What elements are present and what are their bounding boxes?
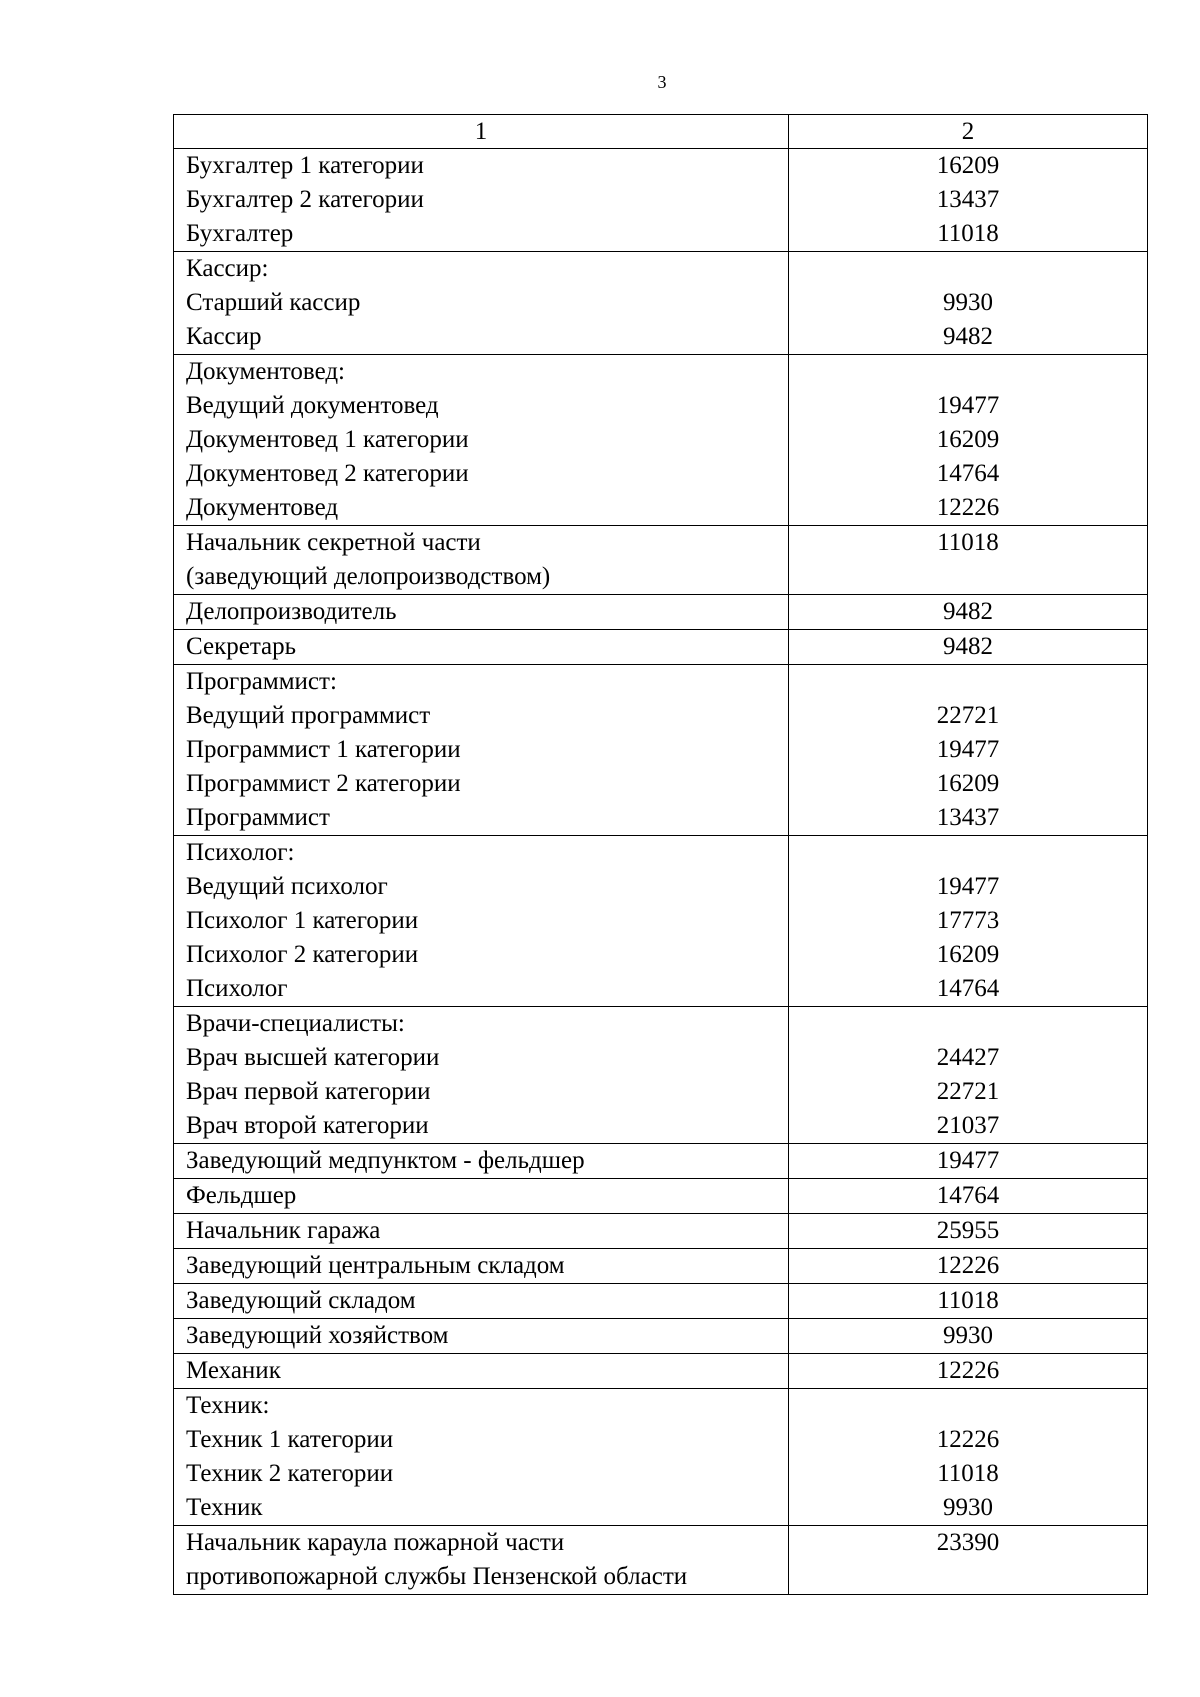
position-label: Психолог:	[186, 839, 295, 866]
table-row	[174, 1389, 1148, 1526]
salary-value: 19477	[936, 736, 1000, 763]
salary-value	[789, 665, 1147, 699]
table-row	[174, 595, 1148, 630]
salary-cell	[789, 355, 1148, 526]
position-cell	[174, 595, 789, 630]
salary-cell	[789, 1144, 1148, 1179]
position-label: Ведущий психолог	[186, 873, 388, 900]
salary-cell	[789, 252, 1148, 355]
salary-value: 12226	[936, 1252, 1000, 1279]
salary-value: 9930	[943, 1322, 993, 1349]
position-label: Документовед	[186, 494, 339, 521]
table-row	[174, 252, 1148, 355]
salary-cell	[789, 1284, 1148, 1319]
table-row	[174, 1144, 1148, 1179]
salary-value: 13437	[936, 186, 1000, 213]
position-label: Программист	[186, 804, 330, 831]
salary-value: 16209	[936, 152, 1000, 179]
salary-value: 23390	[936, 1529, 1000, 1556]
salary-value: 9482	[943, 633, 993, 660]
table-row	[174, 1007, 1148, 1144]
salary-value: 11018	[937, 220, 999, 247]
position-cell	[174, 1144, 789, 1179]
salary-value	[789, 252, 1147, 286]
salary-value: 11018	[937, 1460, 999, 1487]
salary-value: 14764	[936, 975, 1000, 1002]
salary-cell	[789, 1354, 1148, 1389]
salary-value: 21037	[936, 1112, 1000, 1139]
table-row	[174, 1354, 1148, 1389]
salary-value: 12226	[936, 1426, 1000, 1453]
salary-value: 24427	[936, 1044, 1000, 1071]
position-cell	[174, 1249, 789, 1284]
position-cell	[174, 1354, 789, 1389]
salary-value	[789, 836, 1147, 870]
table-header-row	[174, 115, 1148, 149]
table-row	[174, 836, 1148, 1007]
position-label: Программист 1 категории	[186, 736, 461, 763]
position-label: Ведущий программист	[186, 702, 431, 729]
position-label: Заведующий центральным складом	[186, 1252, 565, 1279]
salary-value	[789, 1389, 1147, 1423]
salary-cell	[789, 595, 1148, 630]
position-label: Фельдшер	[186, 1182, 297, 1209]
position-label: Программист:	[186, 668, 337, 695]
salary-value	[789, 1007, 1147, 1041]
table-row	[174, 355, 1148, 526]
position-label: Заведующий медпунктом - фельдшер	[186, 1147, 585, 1174]
salary-cell	[789, 1179, 1148, 1214]
position-label: Кассир	[186, 323, 262, 350]
salary-cell	[789, 1389, 1148, 1526]
position-label: Бухгалтер	[186, 220, 294, 247]
position-label: Врач высшей категории	[186, 1044, 440, 1071]
salary-value: 14764	[936, 460, 1000, 487]
table-row	[174, 1249, 1148, 1284]
salary-cell	[789, 526, 1148, 595]
position-cell	[174, 1526, 789, 1595]
salary-value: 9482	[943, 598, 993, 625]
salary-cell	[789, 149, 1148, 252]
salary-cell	[789, 1249, 1148, 1284]
table-row	[174, 1526, 1148, 1595]
salary-value: 16209	[936, 941, 1000, 968]
page-number: 3	[657, 72, 667, 92]
position-label: Ведущий документовед	[186, 392, 439, 419]
position-cell	[174, 630, 789, 665]
salary-value: 13437	[936, 804, 1000, 831]
salary-table	[173, 114, 1148, 1595]
position-label: Техник 2 категории	[186, 1460, 394, 1487]
position-cell	[174, 665, 789, 836]
salary-value: 9482	[943, 323, 993, 350]
salary-value: 16209	[936, 770, 1000, 797]
position-label: Начальник секретной части	[186, 529, 481, 556]
salary-value: 12226	[936, 494, 1000, 521]
position-label: противопожарной службы Пензенской области	[186, 1563, 688, 1590]
salary-cell	[789, 630, 1148, 665]
position-label: Документовед 2 категории	[186, 460, 469, 487]
salary-cell	[789, 1319, 1148, 1354]
salary-cell	[789, 1007, 1148, 1144]
position-label: Старший кассир	[186, 289, 361, 316]
salary-value: 25955	[936, 1217, 1000, 1244]
position-cell	[174, 1179, 789, 1214]
position-label: Психолог 2 категории	[186, 941, 419, 968]
position-cell	[174, 836, 789, 1007]
salary-value	[789, 355, 1147, 389]
position-label: Психолог	[186, 975, 288, 1002]
salary-value: 11018	[937, 529, 999, 556]
salary-value: 19477	[936, 873, 1000, 900]
table-row	[174, 1214, 1148, 1249]
salary-value: 9930	[943, 289, 993, 316]
salary-value: 16209	[936, 426, 1000, 453]
position-label: Техник 1 категории	[186, 1426, 394, 1453]
salary-value: 22721	[936, 702, 1000, 729]
position-label: Заведующий складом	[186, 1287, 416, 1314]
salary-value: 12226	[936, 1357, 1000, 1384]
position-label: Кассир:	[186, 255, 269, 282]
salary-value: 19477	[936, 392, 1000, 419]
position-label: Документовед 1 категории	[186, 426, 469, 453]
salary-value: 22721	[936, 1078, 1000, 1105]
salary-value: 9930	[943, 1494, 993, 1521]
salary-cell	[789, 1526, 1148, 1595]
salary-value: 19477	[936, 1147, 1000, 1174]
position-label: Документовед:	[186, 358, 345, 385]
position-label: Начальник караула пожарной части	[186, 1529, 565, 1556]
position-label: Заведующий хозяйством	[186, 1322, 449, 1349]
position-label: Начальник гаража	[186, 1217, 381, 1244]
position-label: Врачи-специалисты:	[186, 1010, 405, 1037]
position-cell	[174, 355, 789, 526]
position-label: Техник	[186, 1494, 263, 1521]
position-label: Бухгалтер 2 категории	[186, 186, 424, 213]
position-label: Секретарь	[186, 633, 297, 660]
table-row	[174, 630, 1148, 665]
position-label: Механик	[186, 1357, 281, 1384]
table-row	[174, 526, 1148, 595]
table-body	[174, 115, 1148, 1595]
salary-value: 11018	[937, 1287, 999, 1314]
position-label: Программист 2 категории	[186, 770, 461, 797]
header-cell-1: 1	[174, 115, 789, 149]
position-label: Бухгалтер 1 категории	[186, 152, 424, 179]
position-cell	[174, 1319, 789, 1354]
salary-cell	[789, 836, 1148, 1007]
position-cell	[174, 149, 789, 252]
header-cell-2: 2	[789, 115, 1148, 149]
position-label: Врач второй категории	[186, 1112, 429, 1139]
position-cell	[174, 1214, 789, 1249]
table-row	[174, 1319, 1148, 1354]
position-label: Психолог 1 категории	[186, 907, 419, 934]
position-label: (заведующий делопроизводством)	[186, 563, 551, 590]
position-cell	[174, 1007, 789, 1144]
position-label: Делопроизводитель	[186, 598, 397, 625]
position-label: Техник:	[186, 1392, 270, 1419]
table-row	[174, 149, 1148, 252]
salary-value	[789, 560, 1147, 594]
salary-cell	[789, 1214, 1148, 1249]
table-row	[174, 1179, 1148, 1214]
position-cell	[174, 1284, 789, 1319]
table-row	[174, 1284, 1148, 1319]
table-row	[174, 665, 1148, 836]
salary-value: 17773	[936, 907, 1000, 934]
position-cell	[174, 526, 789, 595]
position-cell	[174, 252, 789, 355]
position-label: Врач первой категории	[186, 1078, 431, 1105]
salary-value	[789, 1560, 1147, 1594]
salary-cell	[789, 665, 1148, 836]
salary-value: 14764	[936, 1182, 1000, 1209]
position-cell	[174, 1389, 789, 1526]
